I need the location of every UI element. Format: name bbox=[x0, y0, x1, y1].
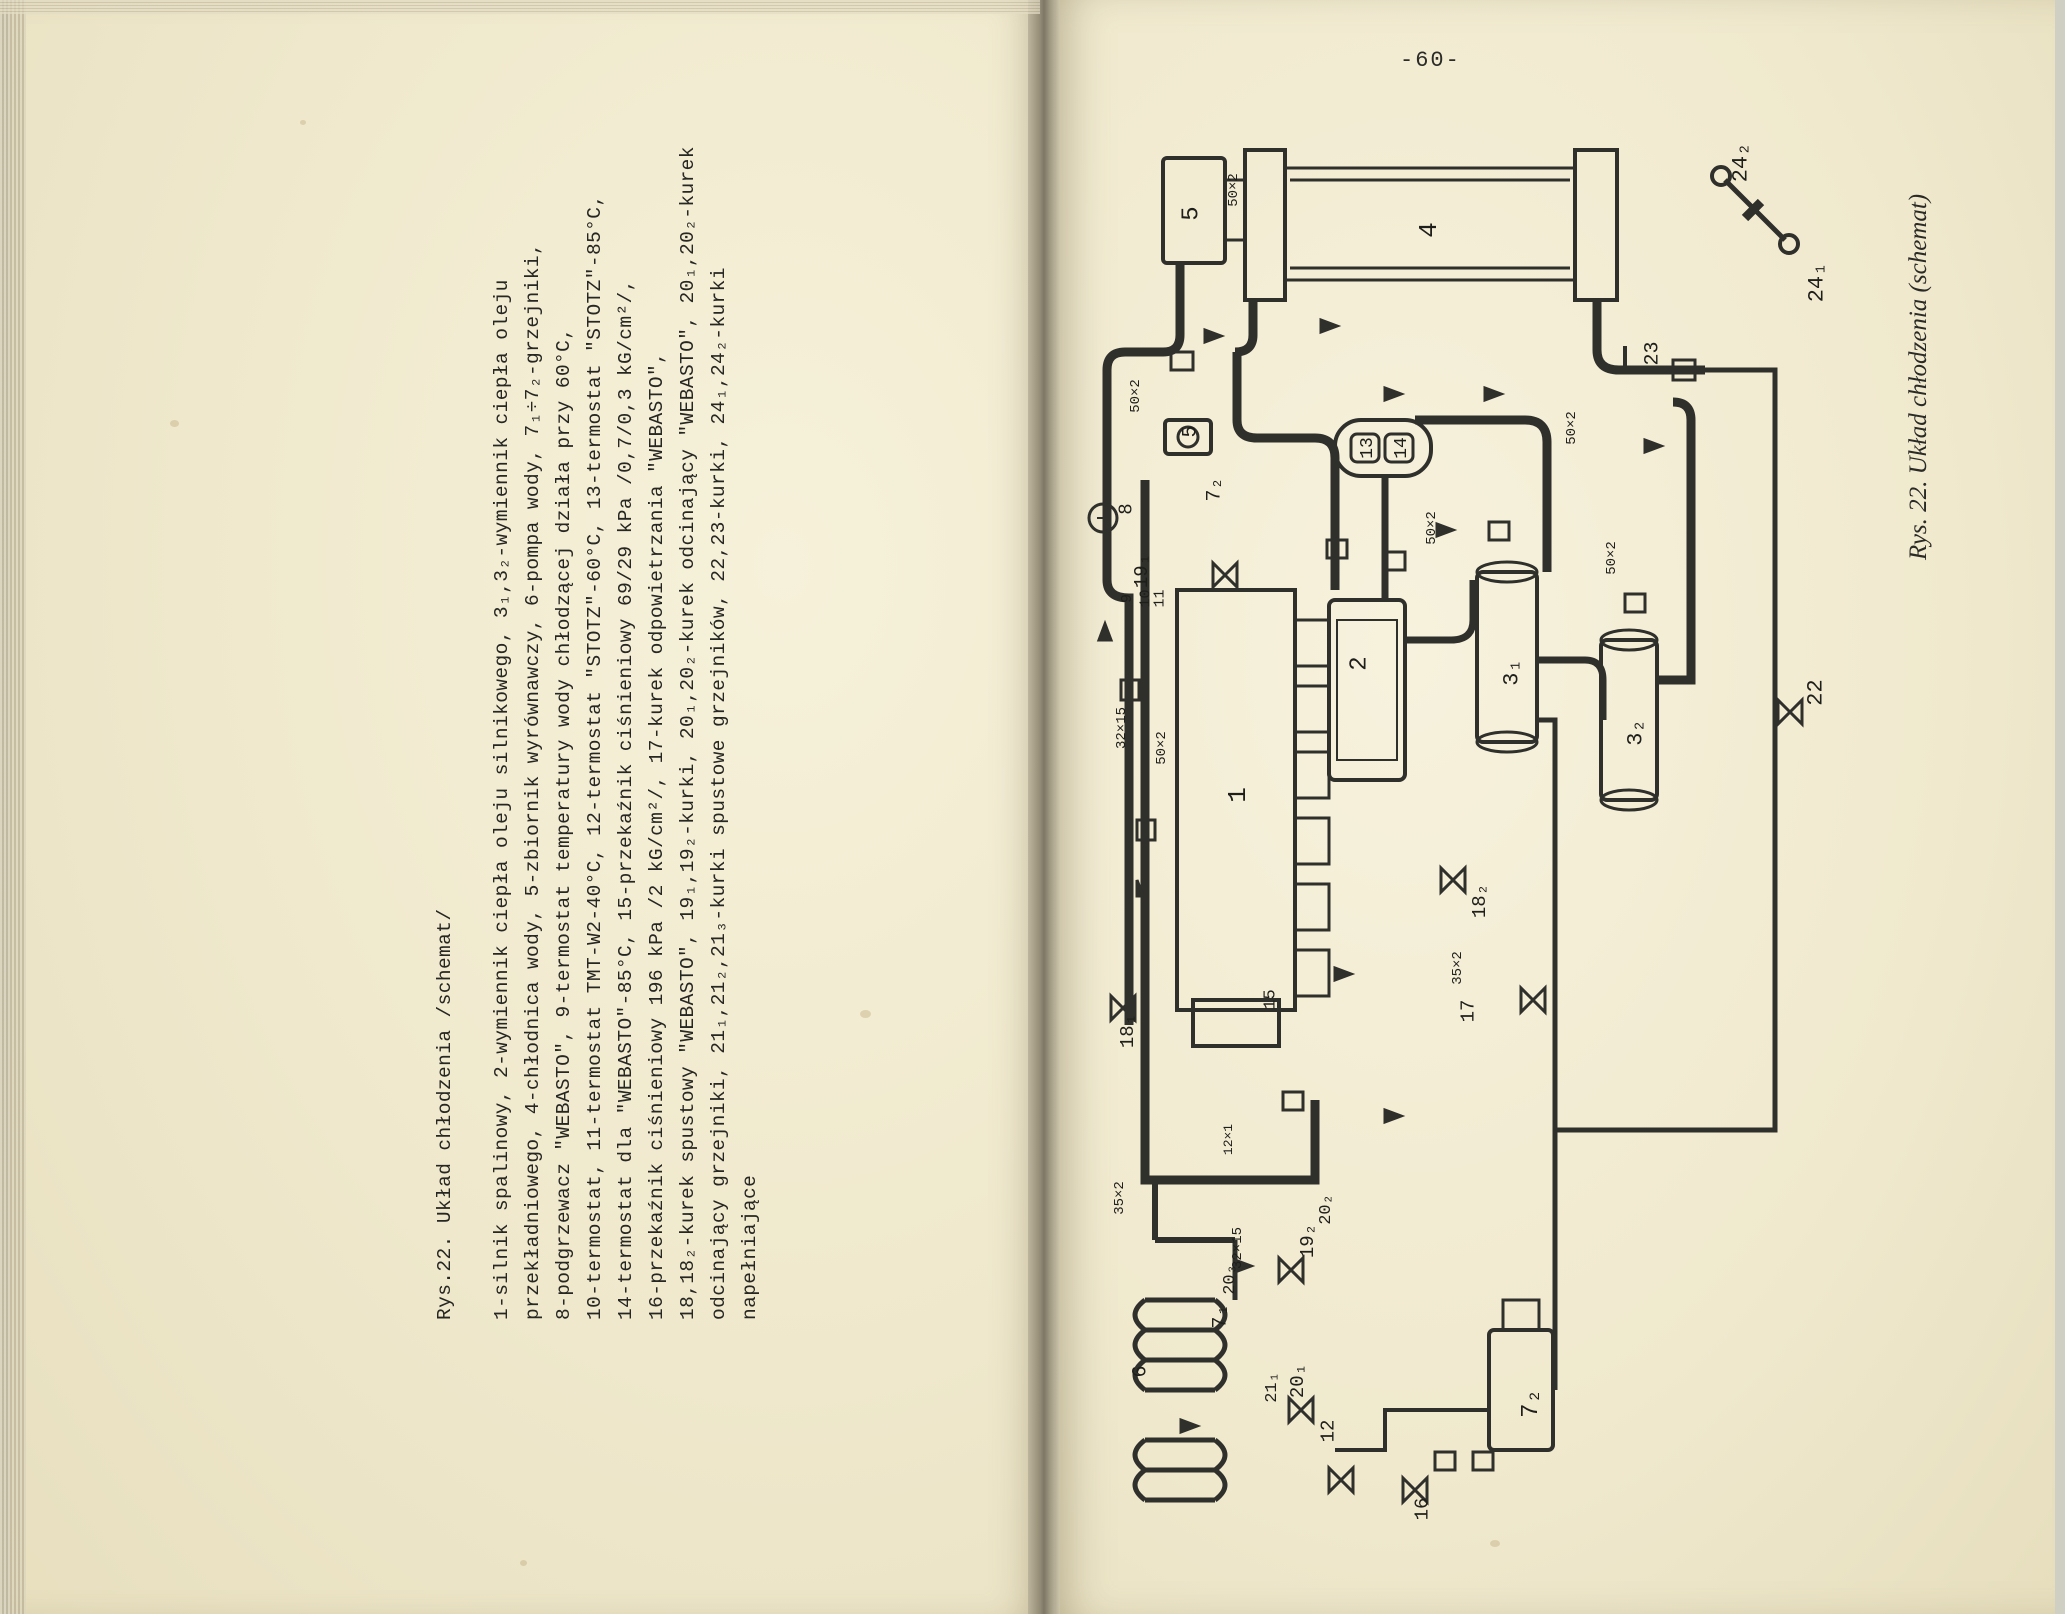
paper-spot bbox=[1490, 1540, 1500, 1547]
pipe-size-label: 50×2 bbox=[1153, 731, 1170, 765]
component-label-20-3: 20₁ bbox=[1287, 1363, 1310, 1399]
pipe-size-label: 32×15 bbox=[1114, 706, 1131, 750]
legend-line: 16-przekaźnik ciśnieniowy 196 kPa /2 kG/cm²/, 17-kurek odpowietrzania "WEBASTO", bbox=[646, 351, 668, 1320]
component-label-21-2: 20₃ bbox=[1220, 1264, 1240, 1295]
legend-title: Rys.22. Układ chłodzenia /schemat/ bbox=[434, 908, 456, 1320]
legend-line: przekładniowego, 4-chłodnica wody, 5-zbiornik wyrównawczy, 6-pompa wody, 7₁÷7₂-grzejniki, bbox=[522, 242, 544, 1320]
component-label-1: 1 bbox=[1222, 787, 1253, 803]
component-label-11: 9 bbox=[1119, 593, 1137, 604]
component-label-24-2: 24₂ bbox=[1728, 142, 1754, 183]
component-label-16: 14 bbox=[1391, 437, 1412, 459]
component-label-13: 11 bbox=[1151, 589, 1169, 608]
pipe-size-label: 12×1 bbox=[1221, 1123, 1237, 1156]
legend-line: odcinający grzejniki, 21₁,21₂,21₃-kurki spustowe grzejników, 22,23-kurki, 24₁,24₂-kurki bbox=[708, 267, 730, 1320]
component-label-7-1: 6 bbox=[1129, 1365, 1153, 1378]
figure-caption: Rys. 22. Układ chłodzenia (schemat) bbox=[1905, 193, 1932, 560]
component-label-20-2: 19₂ bbox=[1297, 1223, 1320, 1259]
component-label-23: 23 bbox=[1641, 341, 1665, 366]
page-top-edge bbox=[0, 0, 1040, 14]
component-label-3-2: 3₂ bbox=[1623, 719, 1649, 746]
component-label-7-2: 7₁ bbox=[1209, 1304, 1233, 1329]
paper-spot bbox=[520, 1560, 527, 1566]
legend-line: 14-termostat dla "WEBASTO"-85°C, 15-przekaźnik ciśnieniowy 69/29 kPa /0,7/0,3 kG/cm²/, bbox=[615, 279, 637, 1320]
paper-spot bbox=[300, 120, 306, 125]
pipe-size-label: 35×2 bbox=[1449, 951, 1466, 985]
paper-spot bbox=[170, 420, 179, 427]
component-label-9: 7₂ bbox=[1203, 477, 1227, 502]
pipe-size-label: 50×2 bbox=[1603, 541, 1620, 575]
component-label-10: 8 bbox=[1115, 503, 1138, 515]
component-label-8: 7₂ bbox=[1517, 1389, 1545, 1418]
component-label-14: 12 bbox=[1317, 1419, 1340, 1443]
component-label-21-3: 21₁ bbox=[1262, 1372, 1282, 1403]
component-label-19-1: 18₁ bbox=[1117, 1013, 1140, 1049]
pipe-size-label: 50×2 bbox=[1225, 173, 1242, 207]
component-label-15: 13 bbox=[1357, 437, 1378, 459]
component-label-22: 22 bbox=[1803, 679, 1829, 706]
component-label-19-2: 18₂ bbox=[1469, 883, 1492, 919]
component-label-20-1: 19₁ bbox=[1131, 553, 1154, 589]
legend-line: napełniające bbox=[739, 1174, 761, 1320]
cooling-system-schematic bbox=[1085, 120, 1885, 1540]
component-label-5: 5 bbox=[1178, 206, 1206, 221]
component-label-12: 10 bbox=[1137, 589, 1155, 608]
book-gutter bbox=[1028, 0, 1060, 1614]
component-label-4: 4 bbox=[1413, 222, 1444, 238]
legend-line: 8-podgrzewacz "WEBASTO", 9-termostat temperatury wody chłodzącej działa przy 60°C, bbox=[553, 327, 575, 1320]
legend-line: 10-termostat, 11-termostat TMT-W2-40°C, 12-termostat "STOTZ"-60°C, 13-termostat "STOTZ"-85°C, bbox=[584, 194, 606, 1320]
component-label-21-1: 20₂ bbox=[1316, 1194, 1336, 1225]
page-edges bbox=[0, 0, 26, 1614]
legend-line: 18,18₂-kurek spustowy "WEBASTO", 19₁,19₂-kurki, 20₁,20₂-kurek odcinający "WEBASTO", 20₁,20₂-kurek bbox=[677, 146, 699, 1320]
page-number: -60- bbox=[1400, 48, 1461, 73]
component-label-18-2: 17 bbox=[1457, 999, 1480, 1023]
component-label-17: 15 bbox=[1261, 989, 1281, 1010]
component-label-18-1: 16 bbox=[1411, 1497, 1434, 1521]
component-label-2: 2 bbox=[1346, 656, 1374, 671]
component-label-3-1: 3₁ bbox=[1499, 659, 1525, 686]
component-label-6: 5 bbox=[1179, 425, 1203, 438]
component-label-24-1: 24₁ bbox=[1804, 262, 1830, 303]
schematic-drawing bbox=[1085, 120, 1885, 1540]
figure-legend-block bbox=[430, 140, 990, 1320]
pipe-size-label: 35×2 bbox=[1111, 1181, 1128, 1215]
pipe-size-label: 50×2 bbox=[1423, 511, 1440, 545]
pipe-size-label: 50×2 bbox=[1563, 411, 1580, 445]
pipe-size-label: 50×2 bbox=[1127, 379, 1144, 413]
pipe-size-label: 32×15 bbox=[1230, 1226, 1247, 1270]
legend-line: 1-silnik spalinowy, 2-wymiennik ciepła oleju silnikowego, 3₁,3₂-wymiennik ciepła oleju bbox=[491, 279, 513, 1320]
